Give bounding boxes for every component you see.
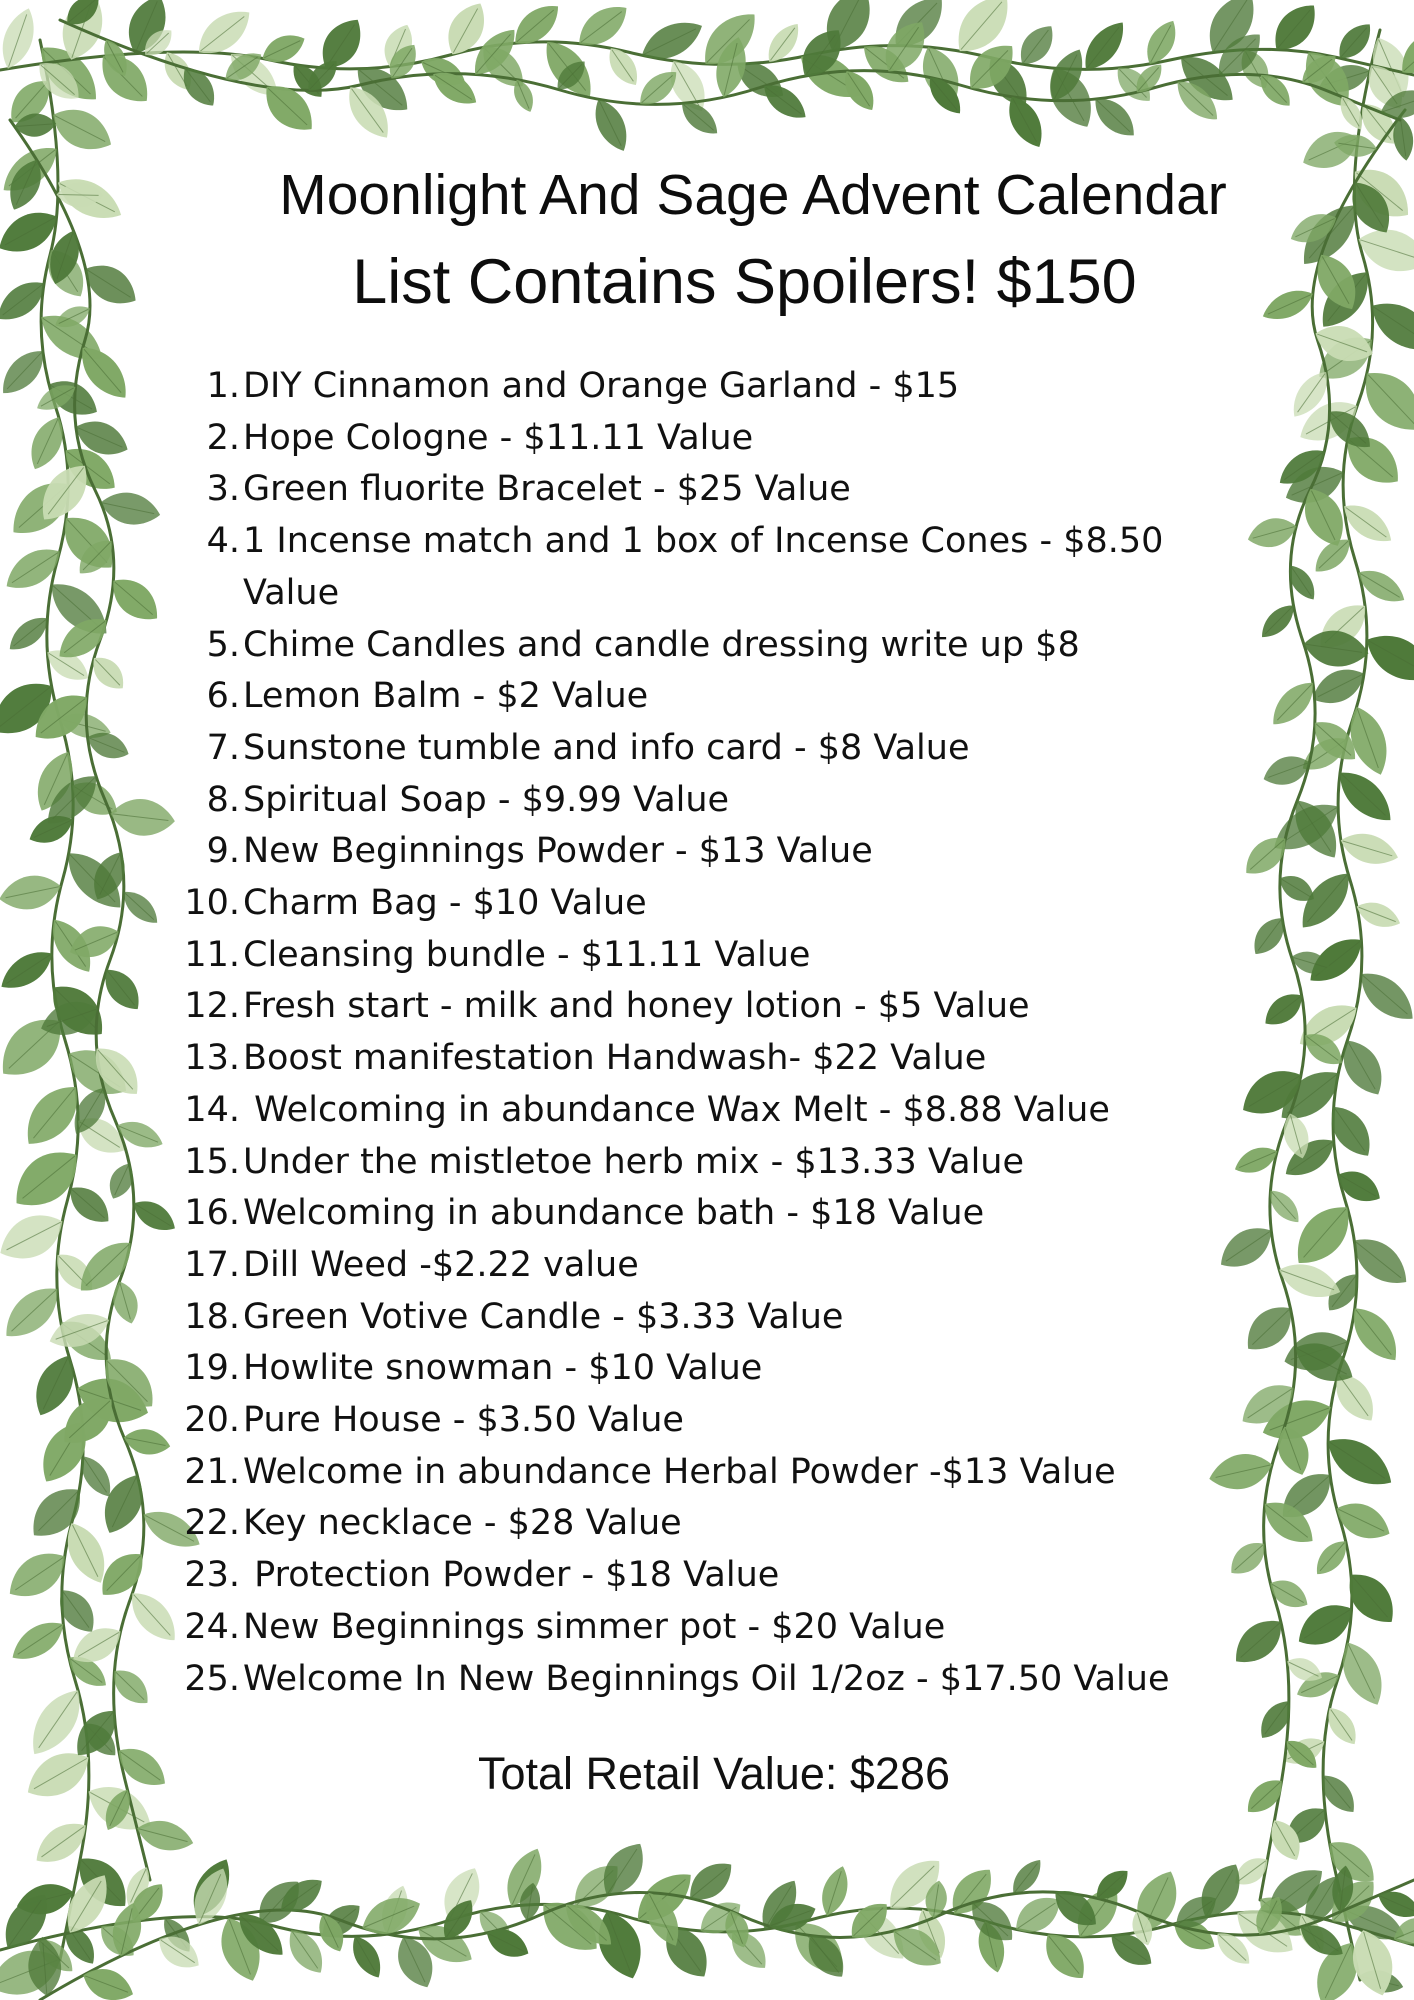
item-text: Charm Bag - $10 Value bbox=[243, 883, 647, 924]
leaf-icon bbox=[0, 4, 42, 73]
item-text: Lemon Balm - $2 Value bbox=[243, 676, 649, 717]
item-text: Welcome in abundance Herbal Powder -$13 Value bbox=[243, 1451, 1116, 1492]
list-item bbox=[178, 1498, 1178, 1550]
list-item bbox=[178, 1033, 1178, 1085]
item-number: 4. bbox=[206, 521, 240, 562]
item-number: 8. bbox=[206, 779, 240, 820]
item-number: 5. bbox=[206, 624, 240, 665]
item-text: Spiritual Soap - $9.99 Value bbox=[243, 779, 730, 820]
list-item bbox=[178, 775, 1178, 827]
item-number: 18. bbox=[184, 1296, 240, 1337]
item-number: 14. bbox=[184, 1089, 240, 1130]
document-title: Moonlight And Sage Advent Calendar bbox=[279, 163, 1227, 227]
list-item bbox=[178, 1292, 1178, 1344]
item-text: Boost manifestation Handwash- $22 Value bbox=[243, 1038, 987, 1079]
list-item bbox=[178, 878, 1178, 930]
list-item bbox=[178, 1550, 1178, 1602]
item-text-continued: Value bbox=[243, 572, 340, 613]
item-text: Chime Candles and candle dressing write up $8 bbox=[243, 624, 1080, 665]
list-item bbox=[178, 1654, 1178, 1706]
item-text: DIY Cinnamon and Orange Garland - $15 bbox=[243, 366, 960, 406]
item-number: 20. bbox=[184, 1400, 240, 1441]
list-item bbox=[178, 1188, 1178, 1240]
item-text: Welcoming in abundance Wax Melt - $8.88 Value bbox=[243, 1089, 1110, 1130]
leaf-icon bbox=[0, 943, 59, 998]
list-item bbox=[178, 723, 1178, 775]
leaf-icon bbox=[0, 342, 52, 402]
document-subtitle: List Contains Spoilers! $150 bbox=[352, 247, 1137, 317]
item-text: Welcome In New Beginnings Oil 1/2oz - $17.50 Value bbox=[243, 1658, 1170, 1699]
item-number: 23. bbox=[184, 1555, 240, 1596]
list-item bbox=[178, 930, 1178, 982]
item-number: 15. bbox=[184, 1141, 240, 1182]
item-list bbox=[178, 361, 1178, 1705]
item-text: 1 Incense match and 1 box of Incense Cones - $8.50 bbox=[243, 521, 1164, 562]
item-text: Sunstone tumble and info card - $8 Value bbox=[243, 727, 970, 768]
list-item bbox=[178, 826, 1178, 878]
item-text: Key necklace - $28 Value bbox=[243, 1503, 682, 1544]
list-item bbox=[178, 464, 1178, 516]
item-text: Howlite snowman - $10 Value bbox=[243, 1348, 763, 1389]
item-number: 21. bbox=[184, 1451, 240, 1492]
item-number: 2. bbox=[206, 417, 240, 458]
item-text: Green fluorite Bracelet - $25 Value bbox=[243, 469, 851, 510]
item-number: 6. bbox=[206, 676, 240, 717]
item-number: 22. bbox=[184, 1503, 240, 1544]
list-item bbox=[178, 620, 1178, 672]
item-text: New Beginnings Powder - $13 Value bbox=[243, 831, 873, 872]
item-text: Green Votive Candle - $3.33 Value bbox=[243, 1296, 844, 1337]
item-number: 11. bbox=[184, 934, 240, 975]
list-item bbox=[178, 981, 1178, 1033]
item-text: Welcoming in abundance bath - $18 Value bbox=[243, 1193, 985, 1234]
item-number: 10. bbox=[184, 883, 240, 924]
list-item bbox=[178, 1602, 1178, 1654]
list-item bbox=[178, 516, 1178, 619]
item-text: Under the mistletoe herb mix - $13.33 Value bbox=[243, 1141, 1025, 1182]
item-text: New Beginnings simmer pot - $20 Value bbox=[243, 1606, 946, 1647]
list-item bbox=[178, 1085, 1178, 1137]
item-text: Fresh start - milk and honey lotion - $5 Value bbox=[243, 986, 1030, 1027]
item-text: Hope Cologne - $11.11 Value bbox=[243, 417, 754, 458]
leaf-icon bbox=[78, 1962, 138, 2000]
item-number: 19. bbox=[184, 1348, 240, 1389]
item-number: 13. bbox=[184, 1038, 240, 1079]
item-text: Dill Weed -$2.22 value bbox=[243, 1244, 639, 1285]
item-number: 1. bbox=[206, 366, 240, 406]
item-number: 25. bbox=[184, 1658, 240, 1699]
list-item bbox=[178, 671, 1178, 723]
item-number: 9. bbox=[206, 831, 240, 872]
list-item bbox=[178, 1343, 1178, 1395]
list-item bbox=[178, 413, 1178, 465]
list-item bbox=[178, 1137, 1178, 1189]
item-text: Cleansing bundle - $11.11 Value bbox=[243, 934, 811, 975]
list-item bbox=[178, 1447, 1178, 1499]
item-text: Protection Powder - $18 Value bbox=[243, 1555, 780, 1596]
item-text: Pure House - $3.50 Value bbox=[243, 1400, 684, 1441]
list-item bbox=[178, 1395, 1178, 1447]
item-number: 12. bbox=[184, 986, 240, 1027]
item-number: 16. bbox=[184, 1193, 240, 1234]
item-number: 24. bbox=[184, 1606, 240, 1647]
list-item bbox=[178, 1240, 1178, 1292]
total-retail-value: Total Retail Value: $286 bbox=[478, 1748, 950, 1799]
item-number: 3. bbox=[206, 469, 240, 510]
item-number: 17. bbox=[184, 1244, 240, 1285]
list-item bbox=[178, 361, 1178, 413]
item-number: 7. bbox=[206, 727, 240, 768]
